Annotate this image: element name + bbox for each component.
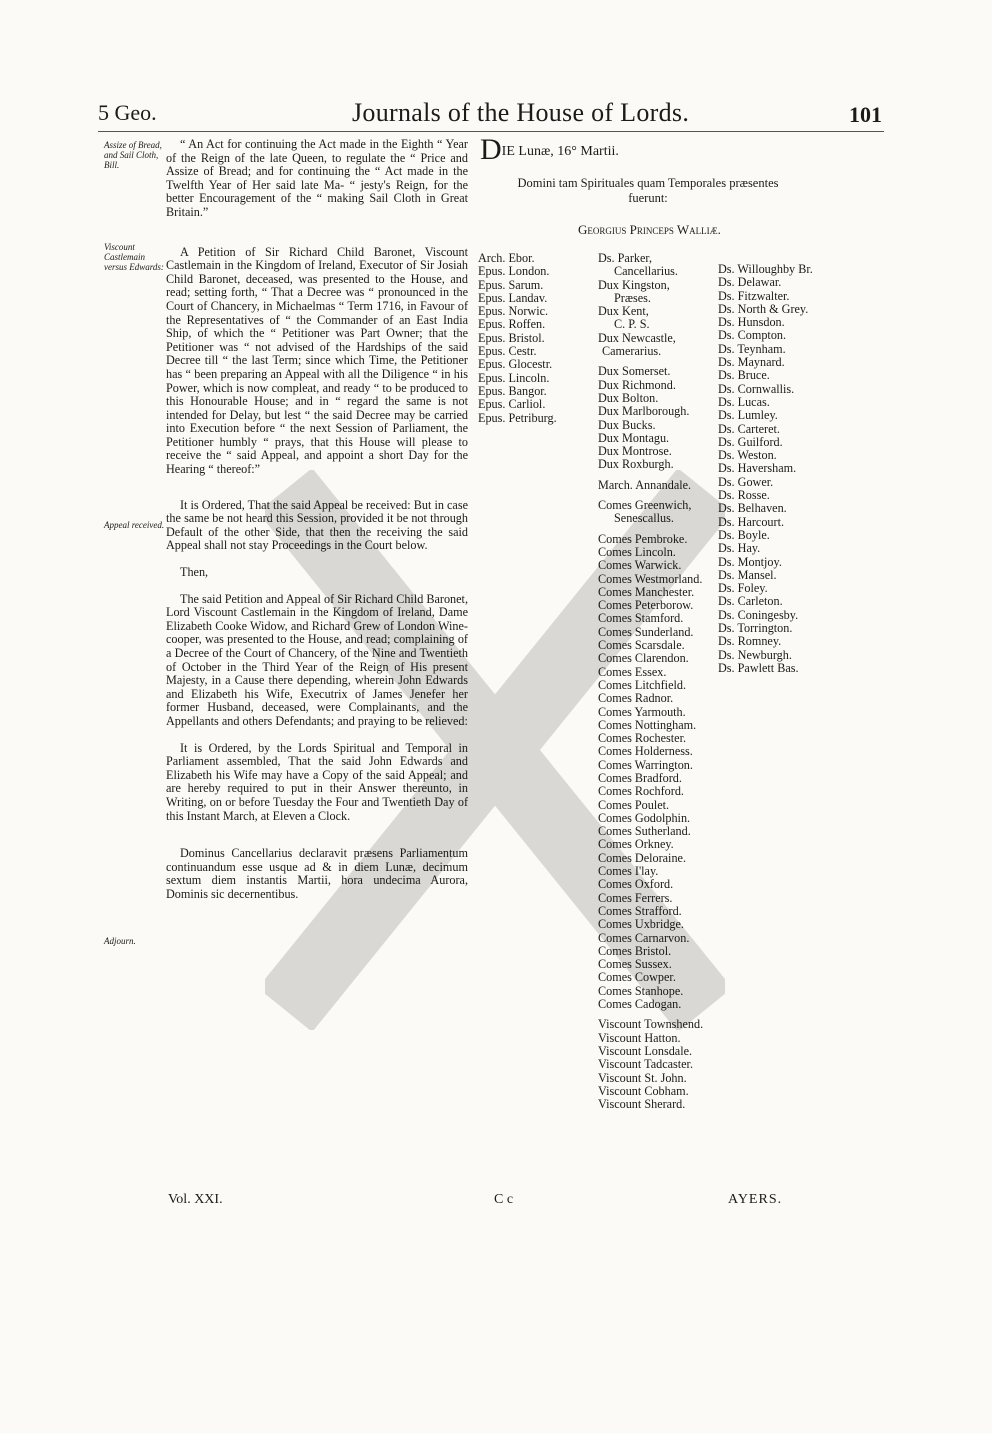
lord-list-item: Viscount St. John. xyxy=(598,1070,687,1085)
lord-list-item: Comes Holderness. xyxy=(598,744,693,759)
lord-list-item: Comes Orkney. xyxy=(598,837,674,852)
dukes-list xyxy=(598,365,703,471)
lord-list-item: Comes Pembroke. xyxy=(598,531,688,546)
lord-list-item: Comes Essex. xyxy=(598,664,667,679)
bill-paragraph: “ An Act for continuing the Act made in the Eighth “ Year of the Reign of the late Queen, to regulate the “ Price and Assize of Bread; and for continuing the “ Act made in the Twelfth Year of Her said late Ma- “ jesty's Reign, for the better Encouragement of the “ making Sail Cloth in Great Britain.” xyxy=(166,137,468,219)
lord-list-item: C. P. S. xyxy=(614,317,650,332)
lord-list-item: Ds. North & Grey. xyxy=(718,301,809,316)
lord-list-item: Ds. Guilford. xyxy=(718,434,783,449)
lord-list-item: Epus. London. xyxy=(478,264,550,279)
earls-list xyxy=(598,533,703,1012)
lord-list-item: Comes Clarendon. xyxy=(598,651,689,666)
lord-list-item: Senescallus. xyxy=(614,511,674,526)
lord-list-item: Comes Rochester. xyxy=(598,731,687,746)
drop-initial: D xyxy=(480,133,502,166)
lord-list-item: Epus. Glocestr. xyxy=(478,357,553,372)
petition-paragraph: A Petition of Sir Richard Child Baronet, Viscount Castlemain in the Kingdom of Ireland, Executor of Sir Josiah Child Baronet, deceased, was presented to the House, and read; setting forth, “ That a Decree was “ pronounced in the Court of Chancery, in Michaelmas “ Term 1716, in Favour of the Representatives of “ the Commander of an East India Ship, of which the “ Petitioner was Part Owner; that the Petitioner was “ not advised of the Hardships of the said Decree till “ the last Term; since which Time, the Petitioner has “ been preparing an Appeal with all the Diligence “ in his Power, which is now compleat, and ready “ to be produced to this Honourable House; and in “ regard the same is not intended for Delay, but lest “ the said Decree may be carried into Execution before “ the next Session of Parliament, the Petitioner humbly “ prays, that this House will please to receive the “ said Appeal, and appoint a short Day for the Hearing “ thereof:” xyxy=(166,244,468,477)
page-title: Journals of the House of Lords. xyxy=(352,98,690,127)
lord-list-item: Ds. Compton. xyxy=(718,328,787,343)
lord-list-item: Epus. Sarum. xyxy=(478,277,544,292)
lord-list-item: Comes Godolphin. xyxy=(598,810,691,825)
lord-list-item: Ds. Teynham. xyxy=(718,341,786,356)
catchword: AYERS. xyxy=(728,1192,783,1207)
lord-list-item: Comes Poulet. xyxy=(598,797,670,812)
lord-list-item: Ds. Belhaven. xyxy=(718,501,787,516)
running-head-regnal-year: 5 Geo. xyxy=(98,100,157,125)
lord-list-item: Arch. Ebor. xyxy=(478,251,535,265)
bishops-list xyxy=(478,252,557,425)
order-paragraph: It is Ordered, That the said Appeal be received: But in case the same be not heard this Session, provided it be not through Default of the other Side, that then the receiving the said Appeal shall not stay Proceedings in the Court below. xyxy=(166,497,468,553)
adjourn-paragraph: Dominus Cancellarius declaravit præsens Parliamentum continuandum esse usque ad & in diem Lunæ, decimum sextum diem instantis Martii, hora undecima Aurora, Dominis sic decernentibus. xyxy=(166,846,468,901)
lord-list-item: Dux Marlborough. xyxy=(598,404,690,419)
lord-list-item: Dux Bolton. xyxy=(598,390,659,405)
appeal-paragraph: The said Petition and Appeal of Sir Richard Child Baronet, Lord Viscount Castlemain in the Kingdom of Ireland, Dame Elizabeth Cooke Widow, and Richard Grew of London Wine-cooper, was presented to the House, and read; complaining of a Decree of the Court of Chancery, of the Nine and Twentieth of October in the Third Year of the Reign of His present Majesty, in a Cause there depending, wherein John Edwards and Elizabeth his Wife, Executrix of James Jenefer her former Husband, deceased, were Complainants, and the Appellants and others Defendants; and praying to be relieved: xyxy=(166,591,468,728)
lord-list-item: Comes Manchester. xyxy=(598,584,695,599)
lord-list-item: Viscount Hatton. xyxy=(598,1030,681,1045)
lord-list-item: Comes Scarsdale. xyxy=(598,638,685,653)
lord-list-item: Ds. Maynard. xyxy=(718,355,785,370)
lord-list-item: Ds. Hay. xyxy=(718,541,761,556)
lord-list-item: Comes Oxford. xyxy=(598,877,674,892)
lord-list-item: Epus. Cestr. xyxy=(478,344,537,359)
lord-list-item: Ds. Fitzwalter. xyxy=(718,288,790,303)
lord-list-item: Ds. Hunsdon. xyxy=(718,315,785,330)
lord-list-item: Comes Sutherland. xyxy=(598,824,691,839)
lord-list-item: Comes Nottingham. xyxy=(598,717,697,732)
signature-mark: C c xyxy=(494,1192,514,1207)
lord-list-item: Comes Litchfield. xyxy=(598,677,687,692)
lord-list-item: Comes Strafford. xyxy=(598,903,682,918)
lord-list-item: Comes Bristol. xyxy=(598,943,672,958)
lord-list-item: Comes Warrington. xyxy=(598,757,693,772)
lord-list-item: Ds. Pawlett Bas. xyxy=(718,660,799,675)
lord-list-item: Dux Newcastle, xyxy=(598,330,676,345)
lord-list-item: Comes Stanhope. xyxy=(598,983,684,998)
lord-list-item: Comes Radnor. xyxy=(598,691,674,706)
lord-list-item: Ds. Boyle. xyxy=(718,527,770,542)
lord-list-item: Cancellarius. xyxy=(614,264,678,279)
lord-list-item: Comes Sunderland. xyxy=(598,624,694,639)
margin-note-assize: Assize of Bread, and Sail Cloth, Bill. xyxy=(104,140,162,170)
lord-list-item: Epus. Carliol. xyxy=(478,397,546,412)
lord-list-item: Viscount Tadcaster. xyxy=(598,1057,693,1072)
lord-list-item: Epus. Bangor. xyxy=(478,383,547,398)
lord-list-item: Ds. Weston. xyxy=(718,448,777,463)
lord-list-item: Comes Greenwich, xyxy=(598,498,692,513)
lord-list-item: Comes Bradford. xyxy=(598,770,682,785)
lord-list-item: Comes Carnarvon. xyxy=(598,930,690,945)
lord-list-item: Ds. Rosse. xyxy=(718,488,770,503)
prince-of-wales: Georgius Princeps Walliæ. xyxy=(578,222,721,237)
lord-list-item: Comes Uxbridge. xyxy=(598,917,684,932)
lord-list-item: Ds. Romney. xyxy=(718,634,782,649)
lord-list-item: Ds. Bruce. xyxy=(718,368,770,383)
lord-list-item: Epus. Bristol. xyxy=(478,330,545,345)
lord-list-item: Viscount Cobham. xyxy=(598,1083,689,1098)
lord-list-item: Dux Montrose. xyxy=(598,444,672,459)
lord-list-item: Ds. Cornwallis. xyxy=(718,381,795,396)
lord-list-item: Ds. Haversham. xyxy=(718,461,797,476)
viscounts-list xyxy=(598,1018,703,1111)
barons-list xyxy=(718,263,813,675)
lord-list-item: Comes Stamford. xyxy=(598,611,684,626)
lord-list-item: Ds. Foley. xyxy=(718,581,768,596)
lord-list-item: Viscount Sherard. xyxy=(598,1097,686,1112)
lord-list-item: Ds. Harcourt. xyxy=(718,514,784,529)
left-column xyxy=(166,138,468,915)
then-paragraph: Then, xyxy=(180,565,209,580)
day-heading xyxy=(480,133,619,166)
lord-list-item: Dux Bucks. xyxy=(598,417,656,432)
lord-list-item: Comes Cowper. xyxy=(598,970,676,985)
lord-list-item: Dux Somerset. xyxy=(598,364,671,379)
lord-list-item: Ds. Newburgh. xyxy=(718,647,792,662)
lord-list-item: Dux Kent, xyxy=(598,304,649,319)
lord-list-item: Comes Deloraine. xyxy=(598,850,686,865)
lord-list-item: Dux Kingston, xyxy=(598,277,670,292)
lord-list-item: Comes Rochford. xyxy=(598,784,684,799)
lord-list-item: Epus. Roffen. xyxy=(478,317,546,332)
lord-list-item: Ds. Montjoy. xyxy=(718,554,782,569)
margin-note-adjourn: Adjourn. xyxy=(104,936,136,946)
lord-list-item: Ds. Lucas. xyxy=(718,394,770,409)
lord-list-item: Comes Lincoln. xyxy=(598,544,676,559)
lord-list-item: Epus. Landav. xyxy=(478,290,548,305)
lord-list-item: Comes Ferrers. xyxy=(598,890,673,905)
lord-list-item: Præses. xyxy=(614,290,651,305)
lord-list-item: Camerarius. xyxy=(602,344,662,359)
page-number: 101 xyxy=(849,102,882,127)
lord-list-item: Ds. Carteret. xyxy=(718,421,780,436)
lord-list-item: Comes Peterborow. xyxy=(598,598,694,613)
lord-list-item: Ds. Lumley. xyxy=(718,408,778,423)
day-heading-text: IE Lunæ, 16° Martii. xyxy=(501,144,619,159)
second-order-paragraph: It is Ordered, by the Lords Spiritual and Temporal in Parliament assembled, That the said John Edwards and Elizabeth his Wife may have a Copy of the said Appeal; and are hereby required to put in their Answer thereunto, in Writing, on or before Tuesday the Four and Twentieth Day of this Instant March, at Eleven a Clock. xyxy=(166,740,468,823)
lord-list-item: Ds. Willoughby Br. xyxy=(718,262,813,276)
lord-list-item: Epus. Norwic. xyxy=(478,304,549,319)
lord-list-item: Ds. Carleton. xyxy=(718,594,783,609)
lord-list-item: Ds. Coningesby. xyxy=(718,607,799,622)
lord-list-item: Comes Westmorland. xyxy=(598,571,703,586)
lord-list-item: Comes Yarmouth. xyxy=(598,704,686,719)
lord-list-item: Epus. Lincoln. xyxy=(478,370,550,385)
marquess-item: March. Annandale. xyxy=(598,477,692,492)
lord-list-item: Dux Richmond. xyxy=(598,377,676,392)
lord-list-item: Ds. Parker, xyxy=(598,251,653,265)
header-rule xyxy=(98,131,884,132)
margin-note-appeal: Appeal received. xyxy=(104,520,165,530)
officers-and-nobles-column xyxy=(598,252,703,1111)
lord-list-item: Ds. Torrington. xyxy=(718,621,793,636)
lord-list-item: Comes Cadogan. xyxy=(598,997,682,1012)
lord-list-item: Viscount Townshend. xyxy=(598,1017,704,1032)
lord-list-item: Dux Roxburgh. xyxy=(598,457,674,472)
lord-list-item: Comes I'lay. xyxy=(598,864,659,879)
lord-list-item: Comes Warwick. xyxy=(598,558,682,573)
lord-list-item: Dux Montagu. xyxy=(598,430,670,445)
lord-list-item: Ds. Mansel. xyxy=(718,567,777,582)
lord-list-item: Ds. Delawar. xyxy=(718,275,782,290)
domini-heading: Domini tam Spirituales quam Temporales præsentes fuerunt: xyxy=(517,176,779,205)
lord-list-item: Ds. Gower. xyxy=(718,474,774,489)
lord-list-item: Comes Sussex. xyxy=(598,957,672,972)
margin-note-castlemain: Viscount Castlemain versus Edwards: xyxy=(104,242,164,272)
lord-list-item: Epus. Petriburg. xyxy=(478,410,557,425)
lord-list-item: Viscount Lonsdale. xyxy=(598,1043,693,1058)
volume-footer: Vol. XXI. xyxy=(168,1192,223,1207)
